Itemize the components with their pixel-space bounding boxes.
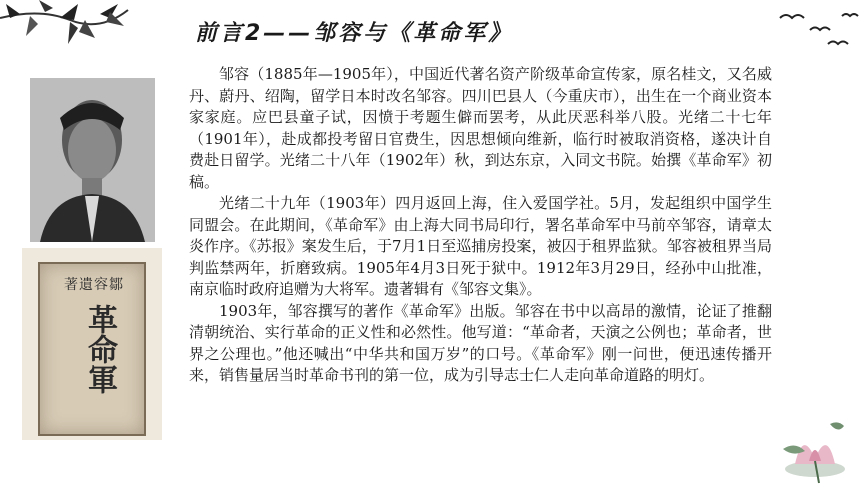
body-text: [189, 64, 772, 387]
paragraph-3: 1903年，邹容撰写的著作《革命军》出版。邹容在书中以高昂的激情，论证了推翻清朝统治、实行革命的正义性和必然性。他写道：“革命者，天演之公例也；革命者，世界之公理也。”他还喊出“中华共和国万岁”的口号。《革命军》刚一问世，便迅速传播开来，销售量居当时革命书刊的第一位，成为引导志士仁人走向革命道路的明灯。: [189, 301, 772, 384]
portrait-figure-icon: [30, 78, 155, 242]
birds-decoration-icon: [770, 0, 860, 60]
portrait-image: [30, 78, 155, 242]
paragraph-1: 邹容（1885年—1905年），中国近代著名资产阶级革命宣传家，原名桂文，又名威丹、蔚丹、绍陶，留学日本时改名邹容。四川巴县人（今重庆市），出生在一个商业资本家家庭。应巴县童子试，因愤于考题生僻而罢考，从此厌恶科举八股。光绪二十七年（1901年），赴成都投考留日官费生，因思想倾向维新，临行时被取消资格，遂决计自费赴日留学。光绪二十八年（1902年）秋，到达东京，入同文书院。始撰《革命军》初稿。: [189, 65, 772, 191]
book-cover: [38, 262, 146, 436]
paragraph-2: 光绪二十九年（1903年）四月返回上海，住入爱国学社。5月，发起组织中国学生同盟会。在此期间，《革命军》由上海大同书局印行，署名革命军中马前卒邹容，请章太炎作序。《苏报》案发生后，于7月1日至巡捕房投案，被囚于租界监狱。邹容被租界当局判监禁两年，折磨致病。1905年4月3日死于狱中。1912年3月29日，经孙中山批准，南京临时政府追赠为大将军。遗著辑有《邹容文集》。: [189, 194, 772, 298]
book-author-label: 著遺容鄒: [64, 277, 124, 293]
book-cover-image: [22, 248, 162, 440]
bamboo-decoration-icon: [0, 0, 130, 70]
book-title-label: 革命軍: [82, 304, 117, 394]
lotus-decoration-icon: [775, 409, 860, 484]
page-title: 前言2——邹容与《革命军》: [195, 21, 514, 46]
